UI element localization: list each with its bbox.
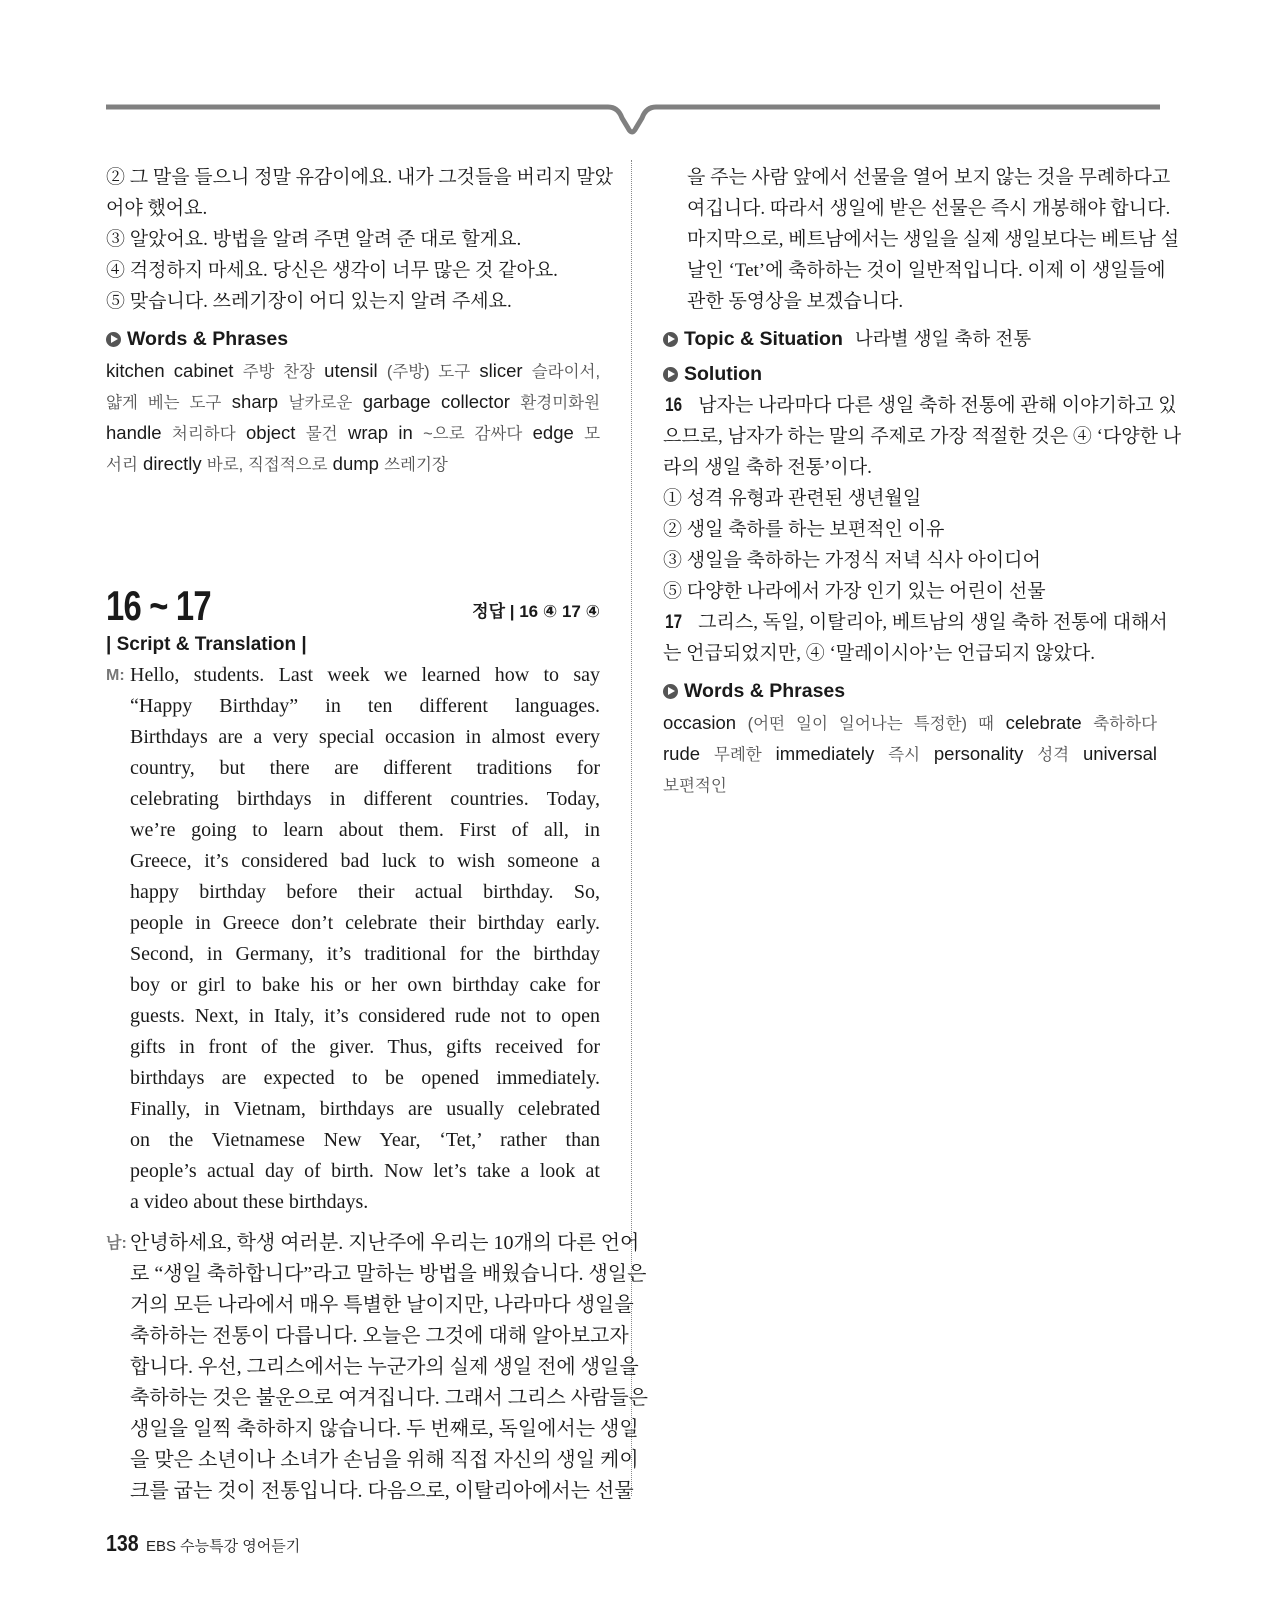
choice-line: ④ 걱정하지 마세요. 당신은 생각이 너무 많은 것 같아요. [106, 260, 558, 281]
translation-line: 날인 ‘Tet’에 축하하는 것이 일반적입니다. 이제 이 생일들에 [687, 260, 1166, 281]
script-line: people’s actual day of birth. Now let’s take a look at [130, 1160, 600, 1182]
vocab-term: sharp [231, 391, 279, 412]
script-line: Greece, it’s considered bad luck to wish someone a [130, 850, 600, 872]
script-line: “Happy Birthday” in ten different languages. [130, 695, 600, 717]
translation-line: 관한 동영상을 보겠습니다. [687, 291, 904, 312]
left-column [106, 162, 648, 1507]
vocab-line [106, 355, 600, 386]
script-line: guests. Next, in Italy, it’s considered rude not to open [130, 1005, 600, 1027]
vocab-line [663, 769, 1157, 800]
script-line: a video about these birthdays. [130, 1191, 369, 1213]
vocab-term: immediately [775, 743, 875, 764]
vocab-meaning: 즉시 [888, 746, 921, 764]
vocab-meaning: 서리 [106, 456, 138, 474]
translation-line: 축하하는 것은 불운으로 여겨집니다. 그래서 그리스 사람들은 [130, 1387, 648, 1409]
solution-line: 으므로, 남자가 하는 말의 주제로 가장 적절한 것은 ④ ‘다양한 나 [663, 426, 1182, 447]
translation-line: 안녕하세요, 학생 여러분. 지난주에 우리는 10개의 다른 언어 [130, 1232, 640, 1254]
topic-text: 나라별 생일 축하 전통 [854, 328, 1032, 349]
translation-line: 거의 모든 나라에서 매우 특별한 날이지만, 나라마다 생일을 [130, 1294, 634, 1316]
vocab-meaning: 얇게 베는 도구 [106, 394, 222, 412]
solution-line: 는 언급되었지만, ④ ‘말레이시아’는 언급되지 않았다. [663, 643, 1095, 664]
script-line: Hello, students. Last week we learned how to say [130, 664, 600, 686]
script-line: gifts in front of the giver. Thus, gifts received for [130, 1036, 600, 1058]
script-line: happy birthday before their actual birthday. So, [130, 881, 600, 903]
line-text: 그리스, 독일, 이탈리아, 베트남의 생일 축하 전통에 대해서 [698, 612, 1168, 633]
vocab-term: wrap in [347, 422, 413, 443]
translation-line: 마지막으로, 베트남에서는 생일을 실제 생일보다는 베트남 설 [687, 229, 1180, 250]
translation-line: 여깁니다. 따라서 생일에 받은 선물은 즉시 개봉해야 합니다. [687, 198, 1171, 219]
solution-line [663, 607, 1168, 638]
vocab-term: universal [1082, 743, 1158, 764]
choice-line: 어야 했어요. [106, 198, 208, 219]
vocab-line [663, 738, 1157, 769]
solution-line [663, 390, 1177, 421]
vocab-meaning: 축하하다 [1093, 715, 1158, 733]
vocab-term: directly [143, 453, 202, 474]
script-korean [106, 1228, 648, 1507]
right-column [663, 162, 1182, 800]
vocab-term: utensil [324, 360, 378, 381]
vocab-line [663, 707, 1157, 738]
book-title: EBS 수능특강 영어듣기 [146, 1538, 301, 1555]
vocab-meaning: 보편적인 [663, 777, 727, 795]
translation-line: 축하하는 전통이 다릅니다. 오늘은 그것에 대해 알아보고자 [130, 1325, 629, 1347]
play-bullet-icon [663, 332, 678, 347]
vocab-term: garbage collector [362, 391, 510, 412]
script-line: we’re going to learn about them. First of all, in [130, 819, 600, 841]
script-line: celebrating birthdays in different countries. Today, [130, 788, 600, 810]
solution-line: ⑤ 다양한 나라에서 가장 인기 있는 어린이 선물 [663, 581, 1046, 602]
vocab-meaning: (어떤 일이 일어나는 특정한) 때 [747, 715, 994, 733]
vocab-meaning: 무례한 [713, 746, 762, 764]
play-bullet-icon [663, 367, 678, 382]
vocab-meaning: 환경미화원 [520, 394, 601, 412]
vocab-meaning: 쓰레기장 [384, 456, 448, 474]
question-number: 17 [665, 612, 683, 633]
vocab-term: occasion [663, 712, 737, 733]
script-translation-heading: | Script & Translation | [106, 634, 307, 655]
script-line: country, but there are different traditions for [130, 757, 600, 779]
vocab-term: dump [332, 453, 379, 474]
header-rule [0, 0, 1280, 140]
speaker-label: 남: [106, 1235, 127, 1252]
solution-line: ③ 생일을 축하하는 가정식 저녁 식사 아이디어 [663, 550, 1041, 571]
translation-line: 생일을 일찍 축하하지 않습니다. 두 번째로, 독일에서는 생일 [130, 1418, 639, 1440]
words-phrases-heading: Words & Phrases [106, 326, 600, 352]
vocab-meaning: 성격 [1037, 746, 1070, 764]
vocab-meaning: 처리하다 [171, 425, 236, 443]
problem-header [106, 584, 600, 628]
vocab-term: kitchen cabinet [106, 360, 234, 381]
script-line: Finally, in Vietnam, birthdays are usually celebrated [130, 1098, 600, 1120]
vocab-meaning: 물건 [305, 425, 338, 443]
problem-range: 16 ~ 17 [106, 582, 211, 629]
solution-line: 라의 생일 축하 전통’이다. [663, 457, 872, 478]
translation-line: 합니다. 우선, 그리스에서는 누군가의 실제 생일 전에 생일을 [130, 1356, 639, 1378]
vocab-meaning: 슬라이서, [531, 363, 601, 381]
speaker-label: M: [106, 667, 125, 684]
vocab-line [106, 417, 600, 448]
vocab-line [106, 448, 600, 479]
vocab-meaning: 주방 찬장 [242, 363, 315, 381]
translation-line: 을 주는 사람 앞에서 선물을 열어 보지 않는 것을 무례하다고 [687, 167, 1171, 188]
topic-heading: Topic & Situation 나라별 생일 축하 전통 [663, 326, 1157, 352]
translation-line: 을 맞은 소년이나 소녀가 손님을 위해 직접 자신의 생일 케이 [130, 1449, 639, 1471]
solution-line: ② 생일 축하를 하는 보편적인 이유 [663, 519, 945, 540]
question-number: 16 [665, 395, 683, 416]
page-number: 138 [106, 1530, 139, 1556]
vocab-term: rude [663, 743, 701, 764]
vocab-term: object [246, 422, 296, 443]
script-line: boy or girl to bake his or her own birthday cake for [130, 974, 600, 996]
choice-line: ③ 알았어요. 방법을 알려 주면 알려 준 대로 할게요. [106, 229, 522, 250]
translation-line: 크를 굽는 것이 전통입니다. 다음으로, 이탈리아에서는 선물 [130, 1480, 634, 1502]
vocab-meaning: 날카로운 [288, 394, 353, 412]
script-line: Birthdays are a very special occasion in almost every [130, 726, 600, 748]
translation-line: 로 “생일 축하합니다”라고 말하는 방법을 배웠습니다. 생일은 [130, 1263, 647, 1285]
line-text: 남자는 나라마다 다른 생일 축하 전통에 관해 이야기하고 있 [698, 395, 1177, 416]
vocab-term: celebrate [1005, 712, 1082, 733]
vocab-term: handle [106, 422, 162, 443]
play-bullet-icon [663, 684, 678, 699]
vocab-meaning: ~으로 감싸다 [423, 425, 523, 443]
vocab-meaning: 모 [584, 425, 601, 443]
script-english [106, 660, 600, 1218]
choice-line: ② 그 말을 들으니 정말 유감이에요. 내가 그것들을 버리지 말았 [106, 167, 613, 188]
answer-key: 정답 | 16 ④ 17 ④ [472, 602, 600, 621]
words-phrases-heading: Words & Phrases [663, 678, 1157, 704]
choice-line: ⑤ 맞습니다. 쓰레기장이 어디 있는지 알려 주세요. [106, 291, 512, 312]
play-bullet-icon [106, 332, 121, 347]
vocab-term: edge [532, 422, 574, 443]
script-line: birthdays are expected to be opened immediately. [130, 1067, 600, 1089]
vocab-line [106, 386, 600, 417]
page-footer [106, 1530, 300, 1557]
script-line: on the Vietnamese New Year, ‘Tet,’ rather than [130, 1129, 600, 1151]
script-line: Second, in Germany, it’s traditional for the birthday [130, 943, 600, 965]
vocab-meaning: (주방) 도구 [386, 363, 471, 381]
vocab-term: slicer [479, 360, 523, 381]
vocab-meaning: 바로, 직접적으로 [206, 456, 328, 474]
solution-heading: Solution [663, 361, 1157, 387]
solution-line: ① 성격 유형과 관련된 생년월일 [663, 488, 922, 509]
vocab-term: personality [933, 743, 1024, 764]
script-line: people in Greece don’t celebrate their birthday early. [130, 912, 600, 934]
